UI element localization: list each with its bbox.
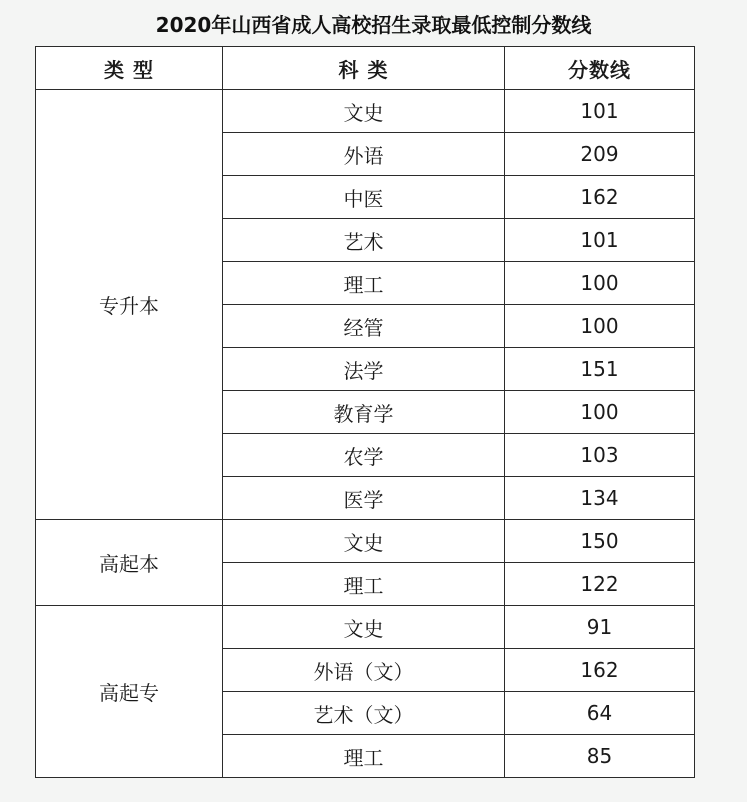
score-table xyxy=(35,46,695,778)
subject-cell: 外语（文） xyxy=(223,649,505,692)
subject-cell: 艺术（文） xyxy=(223,692,505,735)
subject-cell: 文史 xyxy=(223,90,505,133)
page-title: 2020年山西省成人高校招生录取最低控制分数线 xyxy=(155,13,592,37)
score-cell: 91 xyxy=(505,606,695,649)
group-type-cell: 高起专 xyxy=(36,606,223,778)
score-cell: 100 xyxy=(505,391,695,434)
subject-cell: 理工 xyxy=(223,563,505,606)
subject-cell: 理工 xyxy=(223,735,505,778)
header-subject: 科 类 xyxy=(223,47,505,90)
score-cell: 64 xyxy=(505,692,695,735)
score-cell: 85 xyxy=(505,735,695,778)
subject-cell: 文史 xyxy=(223,520,505,563)
subject-cell: 外语 xyxy=(223,133,505,176)
subject-cell: 中医 xyxy=(223,176,505,219)
header-score: 分数线 xyxy=(505,47,695,90)
score-cell: 101 xyxy=(505,219,695,262)
table-header-row xyxy=(36,47,695,90)
group-type-cell: 高起本 xyxy=(36,520,223,606)
subject-cell: 艺术 xyxy=(223,219,505,262)
subject-cell: 理工 xyxy=(223,262,505,305)
score-cell: 101 xyxy=(505,90,695,133)
subject-cell: 法学 xyxy=(223,348,505,391)
score-cell: 151 xyxy=(505,348,695,391)
subject-cell: 医学 xyxy=(223,477,505,520)
subject-cell: 教育学 xyxy=(223,391,505,434)
subject-cell: 经管 xyxy=(223,305,505,348)
score-cell: 209 xyxy=(505,133,695,176)
score-cell: 162 xyxy=(505,649,695,692)
score-cell: 100 xyxy=(505,305,695,348)
table-row xyxy=(36,520,695,563)
header-type: 类 型 xyxy=(36,47,223,90)
score-cell: 122 xyxy=(505,563,695,606)
table-row xyxy=(36,606,695,649)
subject-cell: 农学 xyxy=(223,434,505,477)
score-cell: 100 xyxy=(505,262,695,305)
score-cell: 103 xyxy=(505,434,695,477)
score-cell: 150 xyxy=(505,520,695,563)
group-type-cell: 专升本 xyxy=(36,90,223,520)
score-cell: 162 xyxy=(505,176,695,219)
subject-cell: 文史 xyxy=(223,606,505,649)
table-row xyxy=(36,90,695,133)
score-cell: 134 xyxy=(505,477,695,520)
